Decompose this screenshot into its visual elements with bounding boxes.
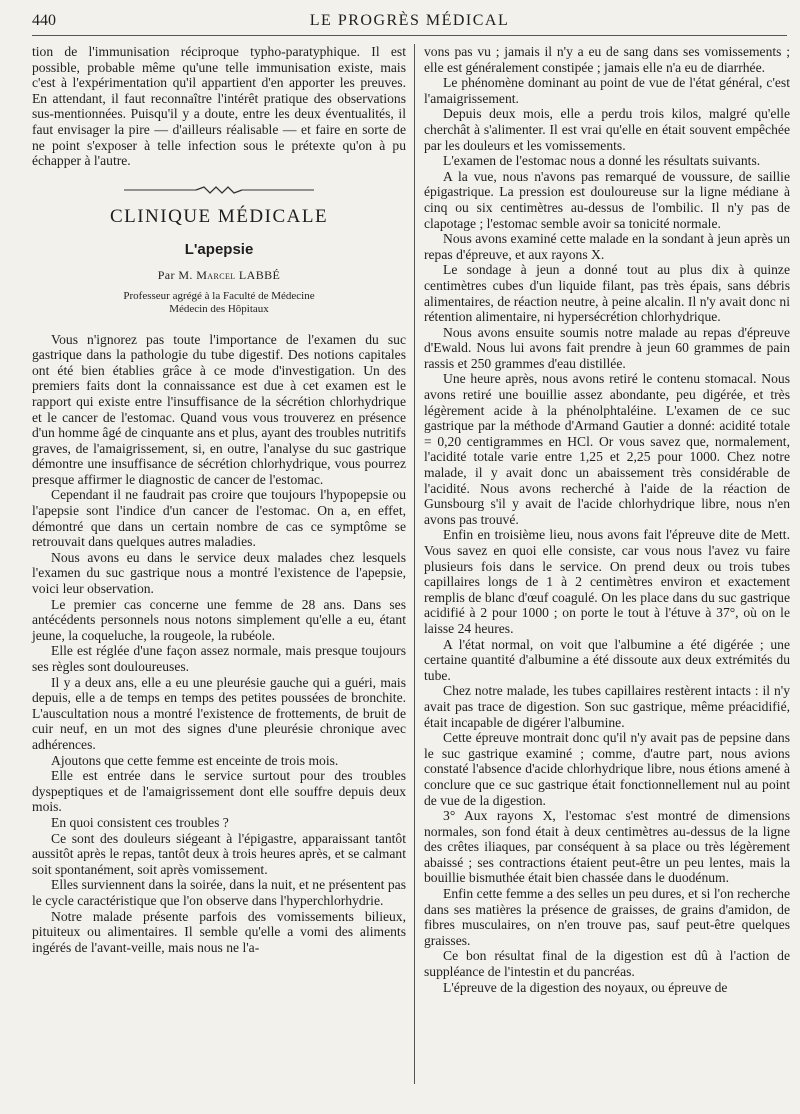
affiliation-line: Professeur agrégé à la Faculté de Médecine [123,289,315,302]
body-paragraph: Ajoutons que cette femme est enceinte de trois mois. [51,752,339,768]
body-paragraph: En quoi consistent ces troubles ? [51,814,229,830]
body-paragraph: Ce bon résultat final de la digestion est dû à l'action de suppléance de l'intestin et du pancréas. [424,948,790,980]
byline-prefix: Par M. [157,267,193,282]
body-paragraph: Chez notre malade, les tubes capillaires restèrent intacts : il n'y avait pas trace de digestion. Son suc gastrique, même préacidifié, était incapable de digérer l'albumine. [424,683,790,730]
body-paragraph: Nous avons ensuite soumis notre malade au repas d'épreuve d'Ewald. Nous lui avons fait prendre à jeun 60 grammes de pain rassis et 250 grammes d'eau distillée. [424,324,790,371]
affiliation-line: Médecin des Hôpitaux [169,302,269,315]
body-paragraph: Cependant il ne faudrait pas croire que toujours l'hypopepsie ou l'apepsie sont l'indice d'un cancer de l'estomac. On a, en effet, démontré que dans un certain nombre de cas ce symptôme se retrouvait dans quelques autres maladies. [32,487,406,550]
intro-paragraph: tion de l'immunisation réciproque typho-paratyphique. Il est possible, probable même qu'une telle immunisation existe, mais c'est à l'expérimentation qu'il appartient d'en apporter les preuves. En attendant, il faut reconnaître l'intérêt pratique des observations sus-mentionnées. Puisqu'il y a doute, entre les deux éventualités, il faut envisager la pire — d'ailleurs réalisable — et faire en sorte de ne point s'exposer à telle infection sous le prétexte qu'on à pu échapper à l'autre. [32,44,406,169]
header-rule [32,35,787,36]
byline [32,268,406,284]
body-paragraph: Le phénomène dominant au point de vue de l'état général, c'est l'amaigrissement. [424,75,790,106]
body-paragraph: Elle est entrée dans le service surtout pour des troubles dyspeptiques et de l'amaigrissement dont elle souffre depuis deux mois. [32,768,406,815]
column-divider [414,44,415,1084]
body-paragraph: Le premier cas concerne une femme de 28 ans. Dans ses antécédents personnels nous notons simplement qu'elle a eu, étant jeune, la coqueluche, la rougeole, la rubéole. [32,596,406,643]
body-paragraph: L'examen de l'estomac nous a donné les résultats suivants. [443,153,761,169]
journal-title: LE PROGRÈS MÉDICAL [309,12,510,29]
body-paragraph: L'épreuve de la digestion des noyaux, ou épreuve de [443,979,728,995]
body-paragraph: A la vue, nous n'avons pas remarqué de voussure, de saillie épigastrique. La pression est douloureuse sur la ligne médiane à cinq ou six centimètres au-dessus de l'ombilic. Il n'y pas de clapotage ; l'estomac semble avoir sa tonicité normale. [424,168,790,231]
left-column [32,44,406,955]
body-paragraph: Il y a deux ans, elle a eu une pleurésie gauche qui a guéri, mais depuis, elle a de temps en temps des petites poussées de bronchite. L'auscultation nous a montré l'existence de frottements, de bruit de cuir neuf, en un mot des signes d'une pleurésie chronique avec adhérences. [32,674,406,752]
running-header [32,10,787,34]
right-column [424,44,790,995]
body-paragraph: Vous n'ignorez pas toute l'importance de l'examen du suc gastrique dans la pathologie du tube digestif. Des notions capitales ont été bien établies grâce à ce mode d'investigation. Un des premiers faits dont la connaissance est due à cet examen est le rapport qui existe entre l'insuffisance de la sécrétion chlorhydrique et le cancer de l'estomac. Quand vous vous trouverez en présence d'un homme âgé de cinquante ans et plus, ayant des troubles nutritifs graves, de l'amaigrissement, si, en outre, l'analyse du suc gastrique démontre une insuffisance de sécrétion chlorhydrique, vous pourrez presque affirmer le diagnostic de cancer de l'estomac. [32,331,406,487]
section-title: CLINIQUE MÉDICALE [109,205,329,227]
body-paragraph: Notre malade présente parfois des vomissements bilieux, pituiteux ou alimentaires. Il semble qu'elle a vomi des aliments ingérés de l'avant-veille, mais nous ne l'a- [32,908,406,955]
body-paragraph: Une heure après, nous avons retiré le contenu stomacal. Nous avons retiré une bouillie assez abondante, peu digérée, et très légèrement acide à la phénolphtaléine. L'examen de ce suc gastrique par la méthode d'Armand Gautier a donné: acidité totale = 0,20 centigrammes en HCl. Or vous savez que, normalement, l'acidité totale varie entre 1,25 et 2,25 pour 1000. Chez notre malade, il y avait donc un abaissement très considérable de l'acidité. Nous avons recherché à l'aide de la réaction de Gunsbourg s'il y avait de l'acide chlorhydrique libre, nous n'en avons pas trouvé. [424,371,790,527]
body-paragraph: Enfin cette femme a des selles un peu dures, et si l'on recherche dans ses matières la présence de graisses, de grains d'amidon, de fibres musculaires, on n'en trouve pas, sauf peut-être quelques graisses. [424,886,790,948]
page-number: 440 [32,12,56,29]
body-paragraph: Enfin en troisième lieu, nous avons fait l'épreuve dite de Mett. Vous savez en quoi elle consiste, car vous nous l'avez vu faire plusieurs fois dans le service. On prend deux ou trois tubes capillaires longs de 1 à 2 centimètres environ et exactement remplis de blanc d'œuf coagulé. On les place dans du suc gastrique acidifié à 2 pour 1000 ; on porte le tout à l'étuve à 37°, où on le laisse 24 heures. [424,527,790,636]
body-paragraph: Depuis deux mois, elle a perdu trois kilos, malgré qu'elle cherchât à s'alimenter. Il est vrai qu'elle en était souvent empêchée par les douleurs et les vomissements. [424,106,790,153]
body-paragraph: Le sondage à jeun a donné tout au plus dix à quinze centimètres cubes d'un liquide filant, pas très épais, sans débris alimentaires, de réaction neutre, à peine alcalin. Il n'y avait donc ni rétention alimentaire, ni hypersécrétion chlorhydrique. [424,262,790,325]
section-ornament [124,185,314,195]
body-paragraph: Cette épreuve montrait donc qu'il n'y avait pas de pepsine dans le suc gastrique examiné ; comme, d'autre part, nous avions constaté l'absence d'acide chlorhydrique libre, nous étions amené à conclure que ce suc gastrique était fonctionnellement nul au point de vue de la digestion. [424,730,790,808]
body-paragraph: Elle est réglée d'une façon assez normale, mais presque toujours ses règles sont douloureuses. [32,643,406,674]
body-paragraph: Nous avons eu dans le service deux malades chez lesquels l'examen du suc gastrique nous a montré l'existence de l'apepsie, voici leur observation. [32,549,406,597]
author-affiliation [32,290,406,316]
article-title: L'apepsie [184,241,254,259]
body-paragraph: Nous avons examiné cette malade en la sondant à jeun après un repas d'épreuve, et aux rayons X. [424,231,790,262]
body-paragraph: Ce sont des douleurs siégeant à l'épigastre, apparaissant tantôt aussitôt après le repas, tantôt deux à trois heures après, et se calmant soit spontanément, soit après vomissement. [32,830,406,877]
author-name: Marcel LABBÉ [196,267,281,282]
body-paragraph: A l'état normal, on voit que l'albumine a été digérée ; une certaine quantité d'albumine a été dissoute aux deux extrémités du tube. [424,636,790,683]
body-paragraph: 3° Aux rayons X, l'estomac s'est montré de dimensions normales, son fond était à deux centimètres au-dessus de la ligne des crêtes iliaques, par conséquent à sa place ou très légèrement abaissé ; ses contractions étaient peut-être un peu lentes, mais la bouillie bismuthée était bien chassée dans le duodénum. [424,808,790,886]
body-paragraph: vons pas vu ; jamais il n'y a eu de sang dans ses vomissements ; elle est généralement constipée ; jamais elle n'a eu de diarrhée. [424,44,790,75]
body-paragraph: Elles surviennent dans la soirée, dans la nuit, et ne présentent pas le cycle caractéristique que l'on observe dans l'hyperchlorhydrie. [32,877,406,908]
